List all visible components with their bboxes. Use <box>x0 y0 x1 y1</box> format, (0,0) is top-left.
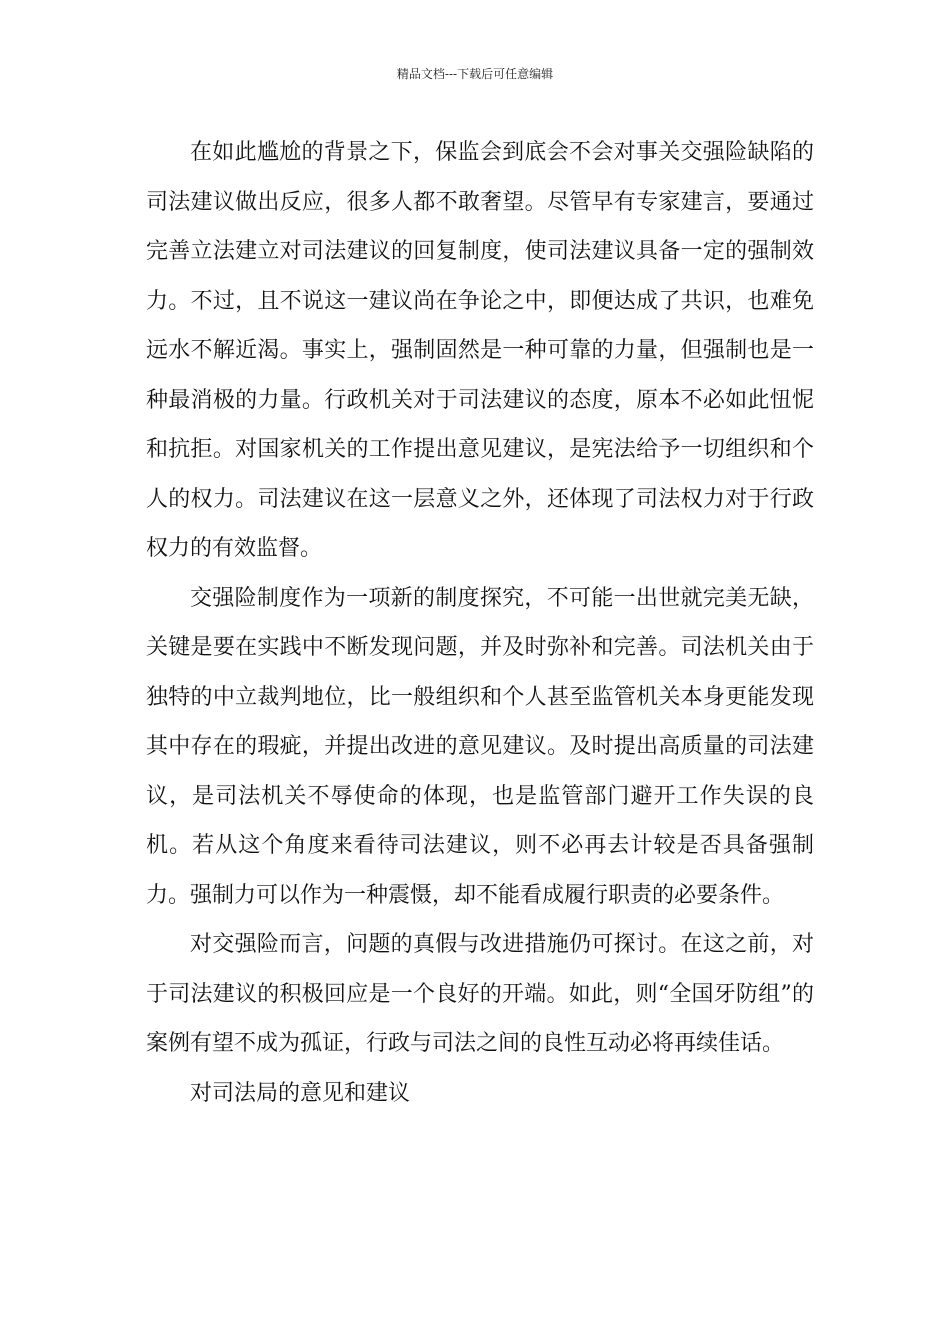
paragraph-2: 交强险制度作为一项新的制度探究，不可能一出世就完美无缺，关键是要在实践中不断发现问题，并及时弥补和完善。司法机关由于独特的中立裁判地位，比一般组织和个人甚至监管机关本身更能发现其中存在的瑕疵，并提出改进的意见建议。及时提出高质量的司法建议，是司法机关不辱使命的体现，也是监管部门避开工作失误的良机。若从这个角度来看待司法建议，则不必再去计较是否具备强制力。强制力可以作为一种震慑，却不能看成履行职责的必要条件。 <box>146 585 814 908</box>
paragraph-1: 在如此尴尬的背景之下，保监会到底会不会对事关交强险缺陷的司法建议做出反应，很多人都不敢奢望。尽管早有专家建言，要通过完善立法建立对司法建议的回复制度，使司法建议具备一定的强制效力。不过，且不说这一建议尚在争论之中，即便达成了共识，也难免远水不解近渴。事实上，强制固然是一种可靠的力量，但强制也是一种最消极的力量。行政机关对于司法建议的态度，原本不必如此忸怩和抗拒。对国家机关的工作提出意见建议，是宪法给予一切组织和个人的权力。司法建议在这一层意义之外，还体现了司法权力对于行政权力的有效监督。 <box>146 140 814 561</box>
page-header: 精品文档---下载后可任意编辑 <box>396 67 554 81</box>
paragraph-3: 对交强险而言，问题的真假与改进措施仍可探讨。在这之前，对于司法建议的积极回应是一个良好的开端。如此，则“全国牙防组”的案例有望不成为孤证，行政与司法之间的良性互动必将再续佳话。 <box>146 932 814 1056</box>
document-body <box>146 128 814 1118</box>
section-heading: 对司法局的意见和建议 <box>190 1080 411 1106</box>
